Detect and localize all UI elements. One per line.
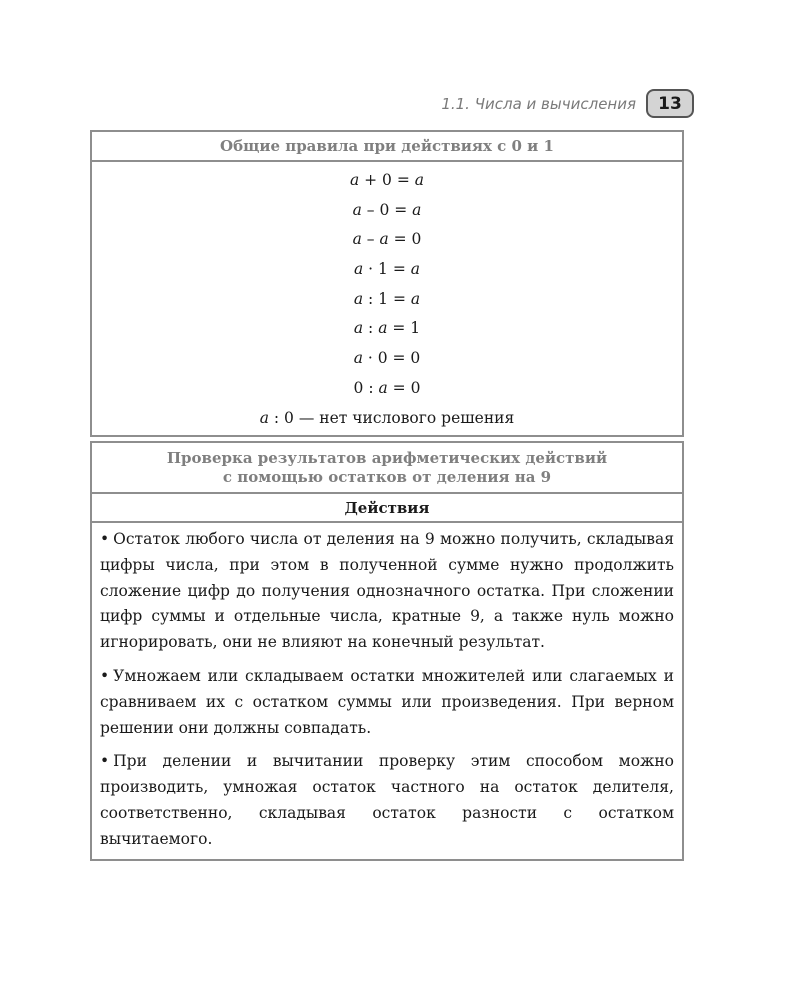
paragraph — [100, 527, 674, 656]
rule-row: a – a = 0 — [352, 230, 422, 249]
column-header-actions: Действия — [92, 494, 682, 523]
bullet-icon: • — [100, 666, 110, 685]
paragraph-text: Остаток любого числа от деления на 9 можно получить, складывая цифры числа, при этом в полученной сумме нужно продолжить сложение цифр до получения однозначного остатка. При сложении цифр суммы и отдельные числа, кратные 9, а также нуль можно игнорировать, они не влияют на конечный результат. — [100, 530, 674, 652]
running-title: 1.1. Числа и вычисления — [441, 94, 636, 113]
rule-row: 0 : a = 0 — [353, 378, 421, 397]
bullet-icon: • — [100, 752, 110, 771]
check-table — [90, 441, 684, 861]
paragraph — [100, 664, 674, 741]
rule-row: a : 1 = a — [353, 289, 421, 308]
page-number: 13 — [646, 89, 694, 118]
check-table-title-line2: с помощью остатков от деления на 9 — [222, 468, 552, 486]
check-table-title — [92, 443, 682, 494]
rule-row: a : a = 1 — [353, 319, 421, 338]
rules-table-title: Общие правила при действиях с 0 и 1 — [92, 132, 682, 162]
paragraph — [100, 749, 674, 852]
check-table-body — [92, 523, 682, 859]
running-head — [441, 89, 694, 118]
bullet-icon: • — [100, 530, 110, 548]
rules-list — [92, 162, 682, 435]
rule-row: a · 1 = a — [354, 260, 420, 279]
paragraph-text: При делении и вычитании проверку этим способом можно производить, умножая остаток частного на остаток делителя, соответственно, складывая остаток разности с остатком вычитаемого. — [100, 752, 674, 848]
check-table-title-line1: Проверка результатов арифметических действий — [166, 449, 608, 467]
paragraph-text: Умножаем или складываем остатки множителей или слагаемых и сравниваем их с остатком суммы или произведения. При верном решении они должны совпадать. — [100, 666, 674, 737]
rule-row: a – 0 = a — [352, 200, 422, 219]
rule-row: a · 0 = 0 — [353, 349, 421, 368]
rule-row: a + 0 = a — [349, 171, 425, 189]
rule-row: a : 0 — нет числового решения — [259, 408, 515, 427]
rules-table — [90, 130, 684, 437]
